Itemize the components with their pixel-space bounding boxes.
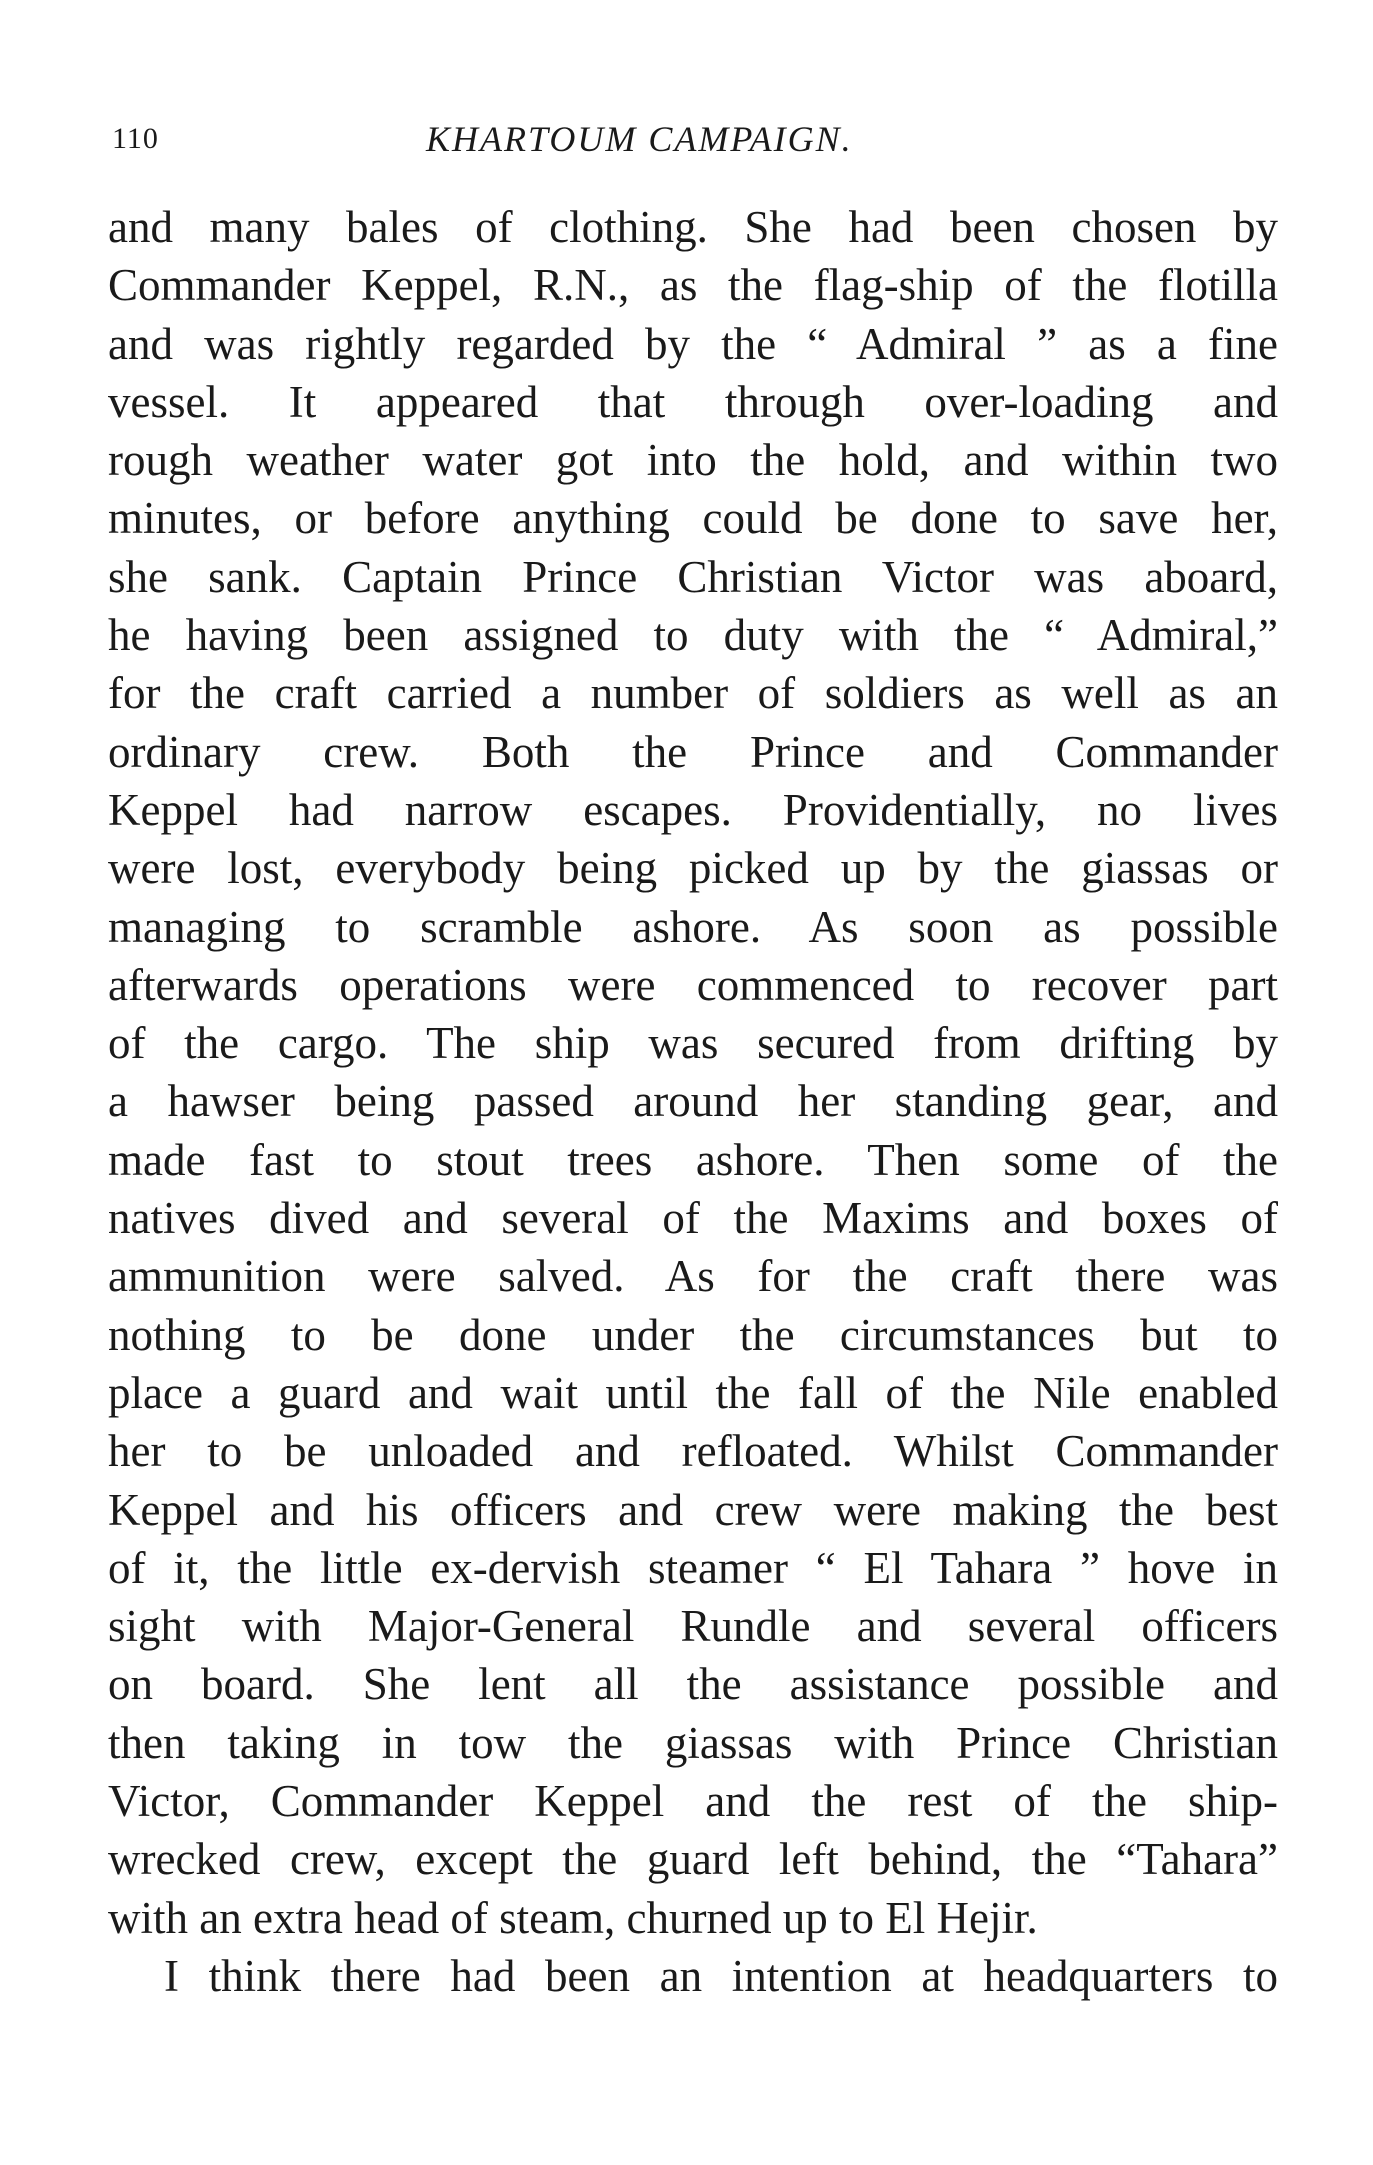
body-text bbox=[108, 198, 1278, 2005]
text-line: she sank. Captain Prince Christian Victor was aboard, bbox=[108, 551, 1278, 602]
text-line: on board. She lent all the assistance possible and bbox=[108, 1659, 1278, 1710]
text-line: were lost, everybody being picked up by the giassas or bbox=[108, 843, 1278, 894]
text-line: sight with Major-General Rundle and several officers bbox=[108, 1601, 1278, 1652]
text-line: natives dived and several of the Maxims and boxes of bbox=[108, 1193, 1278, 1244]
text-line: place a guard and wait until the fall of the Nile enabled bbox=[108, 1367, 1278, 1418]
text-line: a hawser being passed around her standing gear, and bbox=[108, 1076, 1278, 1127]
text-line: ordinary crew. Both the Prince and Commander bbox=[108, 726, 1278, 777]
text-line: afterwards operations were commenced to recover part bbox=[108, 959, 1278, 1010]
text-line: Keppel and his officers and crew were making the best bbox=[108, 1484, 1278, 1535]
text-line: of the cargo. The ship was secured from drifting by bbox=[108, 1018, 1278, 1069]
text-line: of it, the little ex-dervish steamer “ El Tahara ” hove in bbox=[108, 1542, 1278, 1593]
text-line: wrecked crew, except the guard left behind, the “Tahara” bbox=[108, 1834, 1278, 1885]
text-line: made fast to stout trees ashore. Then some of the bbox=[108, 1134, 1278, 1185]
page-number: 110 bbox=[112, 122, 159, 155]
text-line: I think there had been an intention at headquarters to bbox=[164, 1950, 1278, 2001]
text-line: Victor, Commander Keppel and the rest of the ship- bbox=[108, 1776, 1278, 1827]
running-title: KHARTOUM CAMPAIGN. bbox=[426, 119, 853, 159]
text-line: and was rightly regarded by the “ Admiral ” as a fine bbox=[108, 318, 1278, 369]
text-line: Commander Keppel, R.N., as the flag-ship of the flotilla bbox=[108, 260, 1278, 311]
text-line: minutes, or before anything could be done to save her, bbox=[108, 493, 1278, 544]
text-line: vessel. It appeared that through over-loading and bbox=[108, 376, 1278, 427]
page-header bbox=[108, 118, 1278, 168]
text-line: her to be unloaded and refloated. Whilst Commander bbox=[108, 1426, 1278, 1477]
text-line: then taking in tow the giassas with Prince Christian bbox=[108, 1717, 1278, 1768]
text-line: he having been assigned to duty with the “ Admiral,” bbox=[108, 610, 1278, 661]
text-line: managing to scramble ashore. As soon as possible bbox=[108, 901, 1278, 952]
text-line: rough weather water got into the hold, and within two bbox=[108, 435, 1278, 486]
text-line: with an extra head of steam, churned up to El Hejir. bbox=[108, 1892, 1038, 1943]
text-line: Keppel had narrow escapes. Providentially, no lives bbox=[108, 784, 1278, 835]
text-line: for the craft carried a number of soldiers as well as an bbox=[108, 668, 1278, 719]
text-line: nothing to be done under the circumstances but to bbox=[108, 1309, 1278, 1360]
text-line: ammunition were salved. As for the craft there was bbox=[108, 1251, 1278, 1302]
text-line: and many bales of clothing. She had been chosen by bbox=[108, 202, 1278, 252]
